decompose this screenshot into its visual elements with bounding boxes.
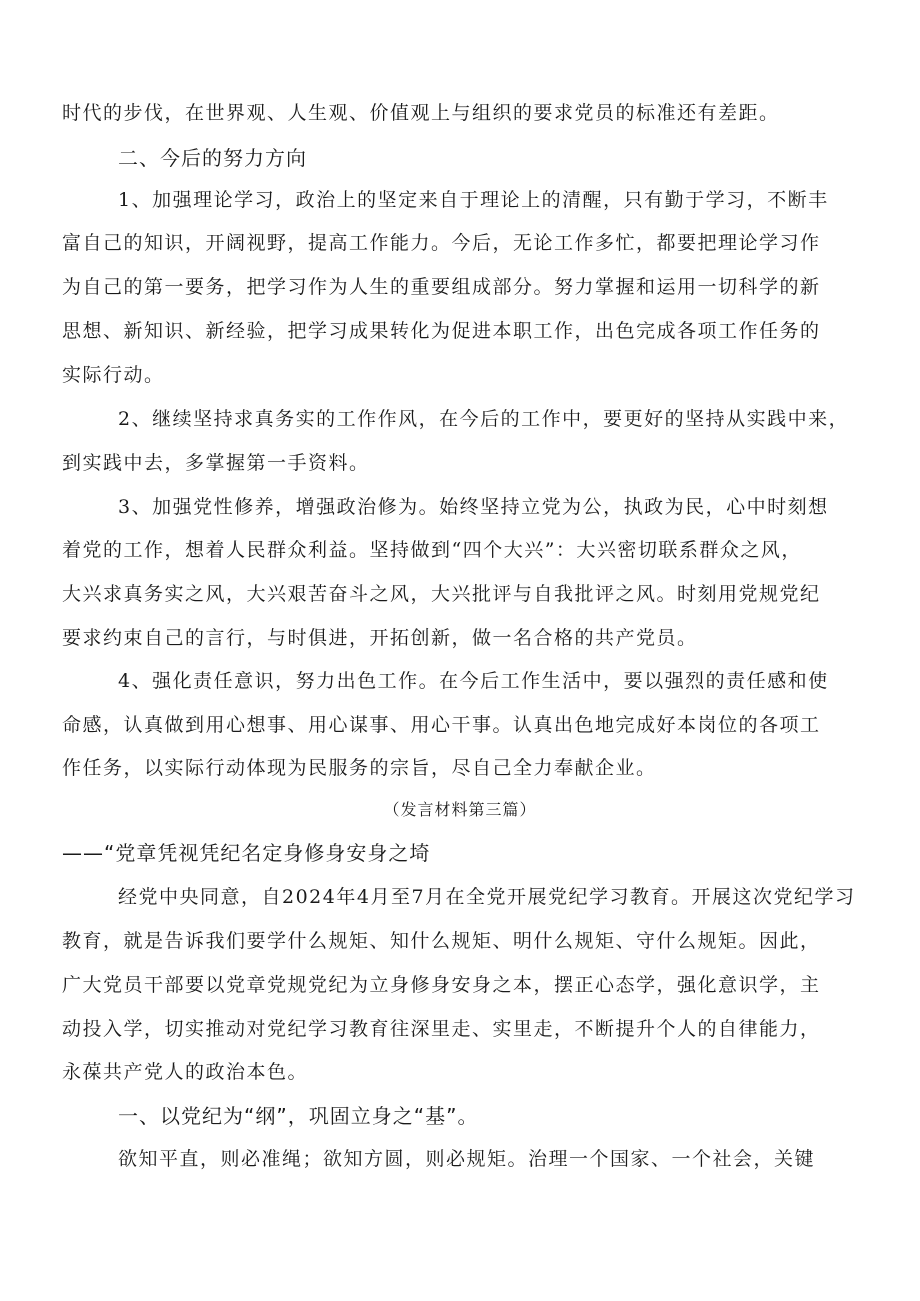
section-heading: 一、以党纪为“纲”，巩固立身之“基”。 (118, 1104, 479, 1128)
text-line: 教育，就是告诉我们要学什么规矩、知什么规矩、明什么规矩、守什么规矩。因此， (62, 930, 821, 952)
text-line: 动投入学，切实推动对党纪学习教育往深里走、实里走，不断提升个人的自律能力， (62, 1018, 821, 1040)
text-line: 为自己的第一要务，把学习作为人生的重要组成部分。努力掌握和运用一切科学的新 (62, 276, 821, 298)
text-line: 大兴求真务实之风，大兴艰苦奋斗之风，大兴批评与自我批评之风。时刻用党规党纪 (62, 583, 821, 605)
text-line: 2、继续坚持求真务实的工作作风，在今后的工作中，要更好的坚持从实践中来， (118, 408, 850, 430)
text-line: 4、强化责任意识，努力出色工作。在今后工作生活中，要以强烈的责任感和使 (118, 670, 829, 692)
text-line: 作任务，以实际行动体现为民服务的宗旨，尽自己全力奉献企业。 (62, 757, 657, 779)
text-line: 到实践中去，多掌握第一手资料。 (62, 452, 370, 474)
text-line: 时代的步伐，在世界观、人生观、价值观上与组织的要求党员的标准还有差距。 (62, 102, 780, 124)
text-line: 永葆共产党人的政治本色。 (62, 1061, 309, 1083)
text-line: 要求约束自己的言行，与时俱进，开拓创新，做一名合格的共产党员。 (62, 627, 698, 649)
text-line: 思想、新知识、新经验，把学习成果转化为促进本职工作，出色完成各项工作任务的 (62, 320, 821, 342)
text-line: 命感，认真做到用心想事、用心谋事、用心干事。认真出色地完成好本岗位的各项工 (62, 714, 821, 736)
text-line: 欲知平直，则必准绳；欲知方圆，则必规矩。治理一个国家、一个社会，关键 (118, 1148, 816, 1170)
text-line: 广大党员干部要以党章党规党纪为立身修身安身之本，摆正心态学，强化意识学，主 (62, 974, 821, 996)
text-line: 着党的工作，想着人民群众利益。坚持做到“四个大兴”：大兴密切联系群众之风， (62, 539, 802, 561)
text-line: 经党中央同意，自2024年4月至7月在全党开展党纪学习教育。开展这次党纪学习 (118, 886, 856, 908)
section-subtitle: （发言材料第三篇） (383, 800, 537, 819)
section-heading: 二、今后的努力方向 (118, 146, 307, 170)
text-line: 3、加强党性修养，增强政治修为。始终坚持立党为公，执政为民，心中时刻想 (118, 496, 829, 518)
text-line: 1、加强理论学习，政治上的坚定来自于理论上的清醒，只有勤于学习，不断丰 (118, 189, 829, 211)
text-line: 实际行动。 (62, 364, 165, 386)
text-line: 富自己的知识，开阔视野，提高工作能力。今后，无论工作多忙，都要把理论学习作 (62, 232, 821, 254)
article-title: ——“党章凭视凭纪名定身修身安身之埼 (62, 841, 431, 865)
